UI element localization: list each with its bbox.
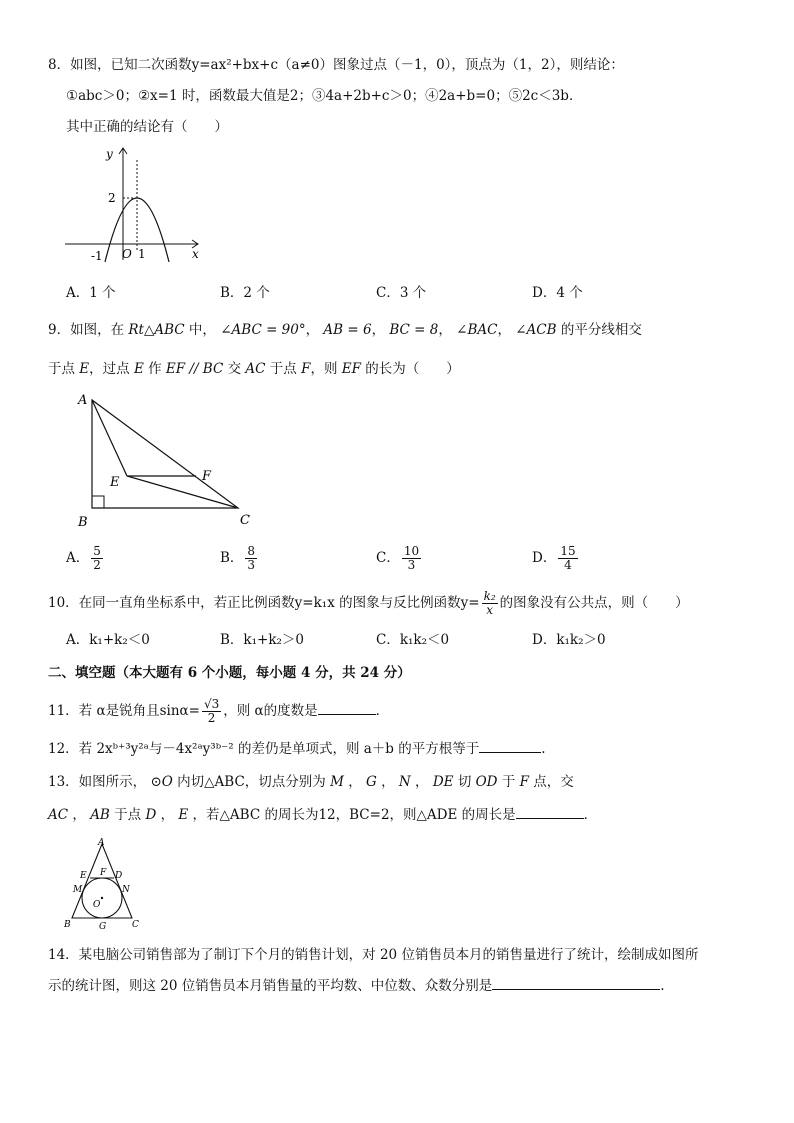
q14-stem-line2 bbox=[48, 977, 665, 995]
q9-bc: BC = 8 bbox=[389, 322, 439, 338]
q13-incircle-figure bbox=[64, 836, 154, 932]
q9-sep: ， bbox=[497, 322, 511, 338]
q8-graph-y-label: y bbox=[106, 147, 113, 161]
q13-segment-ab: AB bbox=[90, 807, 110, 823]
q9-text: 交 bbox=[227, 361, 242, 377]
q10-stem bbox=[48, 588, 689, 618]
q8-stem-line1: 8．如图，已知二次函数y=ax²+bx+c（a≠0）图象过点（－1，0），顶点为（1，2），则结论： bbox=[48, 57, 624, 73]
q10-option-d: D．k₁k₂＞0 bbox=[532, 632, 606, 648]
q8-graph-tick-neg1: -1 bbox=[91, 249, 103, 263]
q13-text: 13．如图所示， bbox=[48, 774, 147, 790]
q9-text: 9．如图，在 bbox=[48, 322, 125, 338]
q13-sep: ， bbox=[72, 807, 86, 823]
q9-option-den: 4 bbox=[564, 558, 572, 572]
q9-ef-parallel-bc: EF // BC bbox=[165, 361, 224, 377]
q9-triangle-figure bbox=[72, 390, 262, 530]
q10-text: 10．在同一直角坐标系中，若正比例函数y=k₁x 的图象与反比例函数y= bbox=[48, 595, 480, 611]
q13-point-m: M bbox=[330, 774, 344, 790]
q9-text: 的长为（ ） bbox=[365, 361, 460, 377]
q9-sep: ， bbox=[438, 322, 452, 338]
q13-fig-label-o: O bbox=[93, 900, 101, 910]
q9-option-den: 3 bbox=[407, 558, 416, 572]
q9-triangle: Rt△ABC bbox=[128, 322, 185, 338]
q13-fig-label-d: D bbox=[115, 871, 123, 881]
q9-angle-abc: ∠ABC = 90° bbox=[220, 322, 306, 338]
q13-circle-o: ⊙O bbox=[150, 774, 173, 790]
q9-option-num: 8 bbox=[247, 544, 256, 558]
q14-answer-blank[interactable] bbox=[492, 977, 660, 990]
q8-parabola-graph bbox=[60, 140, 210, 265]
q13-stem-line2 bbox=[48, 806, 597, 824]
q13-stem-line1 bbox=[48, 773, 574, 791]
q13-sep: ， bbox=[381, 774, 395, 790]
q9-sep: ， bbox=[371, 322, 386, 338]
q14-text: . bbox=[660, 978, 665, 994]
q9-fig-label-a: A bbox=[78, 393, 88, 408]
q9-stem-line1 bbox=[48, 321, 642, 339]
q9-fig-label-c: C bbox=[240, 513, 250, 528]
q9-option-num: 15 bbox=[560, 544, 576, 558]
q9-text: 于点 bbox=[269, 361, 297, 377]
q8-stem-line2: ①abc＞0；②x=1 时，函数最大值是2；③4a+2b+c＞0；④2a+b=0；⑤2c＜3b． bbox=[66, 88, 583, 104]
q9-text: 的平分线相交 bbox=[560, 322, 642, 338]
q11-frac-den: 2 bbox=[207, 711, 216, 725]
q8-graph-tick-2: 2 bbox=[108, 191, 116, 205]
q11-text: ，则 α的度数是 bbox=[223, 703, 318, 719]
q8-graph-x-label: x bbox=[192, 247, 199, 261]
q13-segment-ac: AC bbox=[48, 807, 69, 823]
q9-option-num: 5 bbox=[93, 544, 101, 558]
q13-answer-blank[interactable] bbox=[516, 806, 584, 819]
q13-text: 于 bbox=[501, 774, 516, 790]
q9-option-b bbox=[220, 543, 259, 573]
q13-text: 点，交 bbox=[533, 774, 574, 790]
q13-text: 内切△ABC，切点分别为 bbox=[177, 774, 326, 790]
q12-text: 12．若 2xᵇ⁺³y²ᵃ与－4x²ᵃy³ᵇ⁻² 的差仍是单项式，则 a＋b 的平方根等于 bbox=[48, 741, 480, 757]
q13-text: 切 bbox=[457, 774, 472, 790]
q11-stem bbox=[48, 696, 389, 726]
q10-text: 的图象没有公共点，则（ ） bbox=[499, 595, 689, 611]
q13-fig-label-c: C bbox=[132, 920, 139, 930]
section2-heading: 二、填空题（本大题有 6 个小题，每小题 4 分，共 24 分） bbox=[48, 665, 411, 681]
q13-segment-od: OD bbox=[475, 774, 498, 790]
q9-option-num: 10 bbox=[403, 544, 420, 558]
q9-fig-label-e: E bbox=[110, 475, 120, 490]
q9-option-label: D． bbox=[532, 550, 557, 566]
q9-segment-ef: EF bbox=[341, 361, 361, 377]
q9-option-label: B． bbox=[220, 550, 244, 566]
q9-ab: AB = 6 bbox=[323, 322, 372, 338]
q9-stem-line2 bbox=[48, 360, 460, 378]
q13-fig-label-m: M bbox=[73, 885, 83, 895]
q9-option-den: 3 bbox=[247, 558, 256, 572]
q11-frac-num: √3 bbox=[203, 697, 220, 711]
q9-angle-acb: ∠ACB bbox=[515, 322, 557, 338]
q10-option-c: C．k₁k₂＜0 bbox=[376, 632, 450, 648]
q13-segment-de: DE bbox=[432, 774, 454, 790]
q9-option-den: 2 bbox=[93, 558, 101, 572]
q14-stem-line1: 14．某电脑公司销售部为了制订下个月的销售计划，对 20 位销售员本月的销售量进行了统计，绘制成如图所 bbox=[48, 947, 699, 963]
q13-fig-label-n: N bbox=[122, 885, 130, 895]
q13-text: ． bbox=[583, 807, 598, 823]
q8-option-d: D．4 个 bbox=[532, 285, 583, 301]
q13-point-e: E bbox=[178, 807, 189, 823]
q9-fig-label-b: B bbox=[78, 515, 88, 530]
q12-answer-blank[interactable] bbox=[479, 740, 541, 753]
q9-option-a bbox=[66, 543, 105, 573]
q9-option-c bbox=[376, 543, 423, 573]
q9-option-label: C． bbox=[376, 550, 400, 566]
q9-segment-ac: AC bbox=[245, 361, 266, 377]
q8-option-c: C．3 个 bbox=[376, 285, 427, 301]
q9-fig-label-f: F bbox=[202, 469, 212, 484]
q13-fig-label-f: F bbox=[100, 868, 107, 878]
q12-stem bbox=[48, 740, 546, 758]
q9-text: ，过点 bbox=[89, 361, 130, 377]
q9-sep: ， bbox=[305, 322, 320, 338]
q13-point-d: D bbox=[145, 807, 157, 823]
q8-option-a: A．1 个 bbox=[66, 285, 116, 301]
q13-sep: ， bbox=[160, 807, 175, 823]
q10-option-a: A．k₁+k₂＜0 bbox=[66, 632, 150, 648]
q13-point-f: F bbox=[519, 774, 529, 790]
q8-graph-origin: O bbox=[122, 247, 132, 261]
q8-stem-line3: 其中正确的结论有（ ） bbox=[66, 119, 228, 135]
q13-fig-label-g: G bbox=[99, 922, 107, 932]
q9-text: ，则 bbox=[310, 361, 338, 377]
q13-sep: ， bbox=[348, 774, 362, 790]
q11-answer-blank[interactable] bbox=[318, 702, 376, 715]
q9-option-label: A． bbox=[66, 550, 90, 566]
q9-angle-bac: ∠BAC bbox=[456, 322, 498, 338]
q13-point-g: G bbox=[366, 774, 377, 790]
q13-text: 于点 bbox=[114, 807, 142, 823]
q9-text: 于点 bbox=[48, 361, 75, 377]
q13-fig-label-e: E bbox=[80, 871, 87, 881]
q9-point-e: E bbox=[79, 361, 90, 377]
q10-frac-den: x bbox=[486, 603, 493, 617]
q13-text: ，若△ABC 的周长为12，BC=2，则△ADE 的周长是 bbox=[192, 807, 516, 823]
q9-text: 作 bbox=[148, 361, 162, 377]
q9-option-d bbox=[532, 543, 580, 573]
q9-point-e: E bbox=[133, 361, 144, 377]
q8-option-b: B．2 个 bbox=[220, 285, 270, 301]
q12-text: . bbox=[541, 741, 546, 757]
q13-fig-label-a: A bbox=[98, 838, 105, 848]
q13-fig-label-b: B bbox=[64, 920, 71, 930]
q10-frac-num: k₂ bbox=[483, 589, 496, 603]
q11-text: ． bbox=[375, 703, 390, 719]
q9-point-f: F bbox=[301, 361, 311, 377]
q11-text: 11．若 α是锐角且sinα= bbox=[48, 703, 200, 719]
q10-option-b: B．k₁+k₂＞0 bbox=[220, 632, 305, 648]
q13-sep: ， bbox=[415, 774, 429, 790]
q13-point-n: N bbox=[398, 774, 411, 790]
q9-text: 中， bbox=[188, 322, 216, 338]
q14-text: 示的统计图，则这 20 位销售员本月销售量的平均数、中位数、众数分别是 bbox=[48, 978, 493, 994]
q8-graph-tick-1: 1 bbox=[138, 247, 146, 261]
